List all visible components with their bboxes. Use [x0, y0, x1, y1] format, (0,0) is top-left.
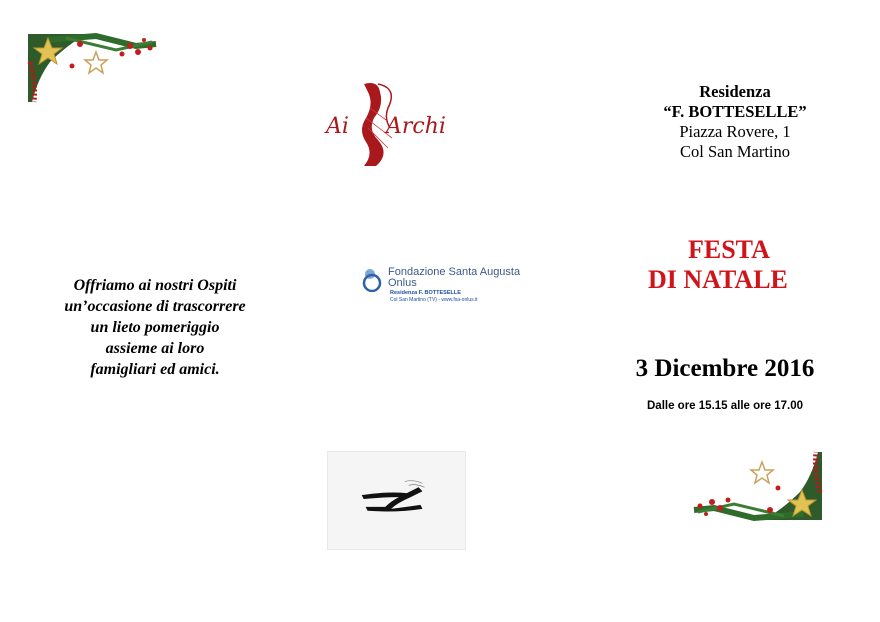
address-line-residenza: Residenza: [699, 82, 771, 101]
ai-archi-logo: [318, 78, 448, 170]
fondazione-address: Col San Martino (TV) - www.fsa-onlus.it: [390, 297, 478, 303]
offer-line: assieme ai loro: [105, 340, 205, 357]
offer-line: Offriamo ai nostri Ospiti: [73, 277, 237, 294]
address-block: [635, 82, 835, 162]
festa-title-line1: FESTA: [688, 235, 770, 264]
event-hours: Dalle ore 15.15 alle ore 17.00: [647, 400, 803, 412]
fondazione-name: [388, 267, 520, 289]
ai-archi-text-right: Archi: [386, 114, 446, 139]
fondazione-logo: [358, 262, 521, 306]
address-line-name: “F. BOTTESELLE”: [663, 102, 807, 121]
festa-title: [610, 235, 850, 295]
fondazione-name-line2: Onlus: [388, 277, 417, 289]
fondazione-mark-icon: [358, 266, 386, 292]
address-line-street: Piazza Rovere, 1: [679, 122, 791, 141]
christmas-ornament-bottom-right: [692, 450, 824, 522]
event-date: 3 Dicembre 2016: [635, 355, 815, 382]
sponsor-logo-image: [327, 451, 466, 550]
offer-line: un’occasione di trascorrere: [64, 298, 246, 315]
offer-line: un lieto pomeriggio: [90, 319, 220, 336]
fondazione-name-line1: Fondazione Santa Augusta: [388, 266, 521, 278]
fondazione-subtitle: Residenza F. BOTTESELLE: [390, 290, 461, 296]
address-line-town: Col San Martino: [680, 142, 790, 161]
ai-archi-text-left: Ai: [326, 114, 349, 139]
offer-line: famigliari ed amici.: [90, 361, 220, 378]
offer-paragraph: [30, 275, 280, 380]
christmas-ornament-top-left: [26, 32, 158, 104]
festa-title-line2: DI NATALE: [648, 265, 788, 294]
